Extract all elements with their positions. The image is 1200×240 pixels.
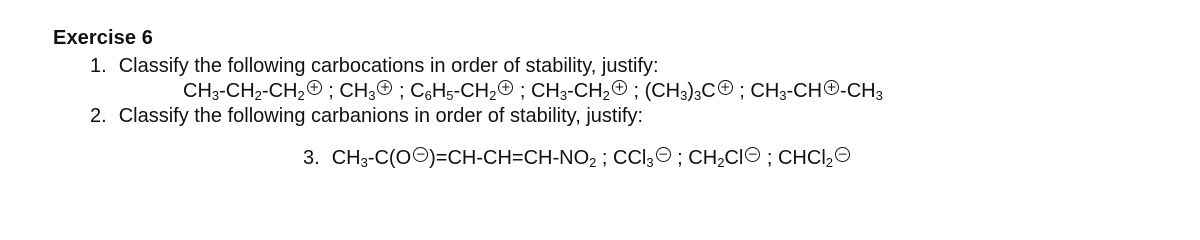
carbocation-formula-text: ) <box>687 80 695 102</box>
carbocation-formula <box>183 80 323 102</box>
carbocation-formula-subscript: 5 <box>446 88 454 103</box>
carbocation-formula-subscript: 3 <box>680 88 688 103</box>
circled-plus-icon: + <box>718 80 733 95</box>
carbanion-formula-text: CH <box>688 147 718 169</box>
circled-plus-icon: + <box>307 80 322 95</box>
circled-minus-icon: − <box>413 147 428 162</box>
carbocation-formula-text: -CH <box>453 80 490 102</box>
separator: ; <box>393 80 411 102</box>
circled-minus-icon: − <box>835 147 850 162</box>
separator: ; <box>627 80 645 102</box>
circled-plus-icon: + <box>824 80 839 95</box>
carbanion-formula-text: CCl <box>613 147 647 169</box>
carbanion-formulas <box>332 147 851 169</box>
carbanion-formula <box>688 147 761 169</box>
carbanion-formula-text: CH <box>331 147 361 169</box>
question-1-number: 1. <box>90 55 107 77</box>
separator: ; <box>596 147 614 169</box>
separator: ; <box>671 147 689 169</box>
carbanion-formula-text: )=CH-CH=CH-NO <box>429 147 590 169</box>
carbanion-formula-text: -C(O <box>367 147 412 169</box>
circled-minus-icon: − <box>656 147 671 162</box>
carbocation-formula-text: CH <box>750 80 780 102</box>
carbocation-formula-text: -CH <box>786 80 823 102</box>
carbanion-formula <box>613 147 672 169</box>
question-1-text: Classify the following carbocations in order of stability, justify: <box>118 55 659 77</box>
carbocation-formula-subscript: 2 <box>254 88 262 103</box>
carbanion-formula <box>778 147 851 169</box>
circled-plus-icon: + <box>377 80 392 95</box>
question-2-number: 2. <box>90 105 107 127</box>
carbanion-formula-subscript: 3 <box>360 155 368 170</box>
question-2 <box>90 104 643 128</box>
carbocation-formula-subscript: 3 <box>368 88 376 103</box>
carbocation-formula-text: H <box>431 80 447 102</box>
carbocation-formula-text: CH <box>530 80 560 102</box>
carbocation-formula <box>339 80 393 102</box>
carbocation-formula-subscript: 3 <box>779 88 787 103</box>
carbocation-formula-text: C <box>701 80 716 102</box>
carbocation-formula-subscript: 2 <box>489 88 497 103</box>
carbocation-formula-text: -CH <box>567 80 603 102</box>
carbocation-formula-text: -CH <box>840 80 876 102</box>
carbocation-formula-text: CH <box>339 80 369 102</box>
carbocation-formula-text: -CH <box>219 80 255 102</box>
carbocation-formula-subscript: 3 <box>211 88 220 103</box>
question-3-number: 3. <box>303 147 320 169</box>
carbocation-formula-subscript: 2 <box>297 88 305 103</box>
carbocation-formula-list <box>183 79 883 103</box>
exercise-title: Exercise 6 <box>53 27 153 49</box>
separator: ; <box>733 80 751 102</box>
carbanion-formula-subscript: 2 <box>589 155 597 170</box>
carbocation-formula <box>531 80 628 102</box>
circled-plus-icon: + <box>498 80 513 95</box>
carbanion-formula-text: CHCl <box>777 147 826 169</box>
carbocation-formula <box>750 80 882 102</box>
separator: ; <box>322 80 340 102</box>
separator: ; <box>514 80 531 102</box>
carbanion-formula-subscript: 2 <box>717 155 725 170</box>
separator: ; <box>761 147 778 169</box>
question-1 <box>90 54 659 78</box>
circled-plus-icon: + <box>612 80 627 95</box>
carbanion-formula <box>332 147 597 169</box>
carbocation-formula-subscript: 3 <box>875 88 883 103</box>
circled-minus-icon: − <box>745 147 760 162</box>
carbanion-formula-text: Cl <box>724 147 744 169</box>
carbocation-formula-subscript: 3 <box>694 88 702 103</box>
carbocation-formula-subscript: 6 <box>424 88 432 103</box>
carbanion-formula-subscript: 2 <box>825 155 833 170</box>
carbocation-formula-subscript: 2 <box>602 88 610 103</box>
carbocation-formula <box>410 80 514 102</box>
carbocation-formula-text: CH <box>183 80 212 102</box>
carbanion-formula-list <box>303 146 851 170</box>
carbocation-formula <box>645 80 734 102</box>
carbocation-formula-text: C <box>410 80 425 102</box>
carbanion-formula-subscript: 3 <box>646 155 654 170</box>
question-2-text: Classify the following carbanions in order of stability, justify: <box>118 105 643 127</box>
carbocation-formula-text: (CH <box>644 80 681 102</box>
carbocation-formula-subscript: 3 <box>559 88 568 103</box>
carbocation-formula-text: -CH <box>261 80 298 102</box>
